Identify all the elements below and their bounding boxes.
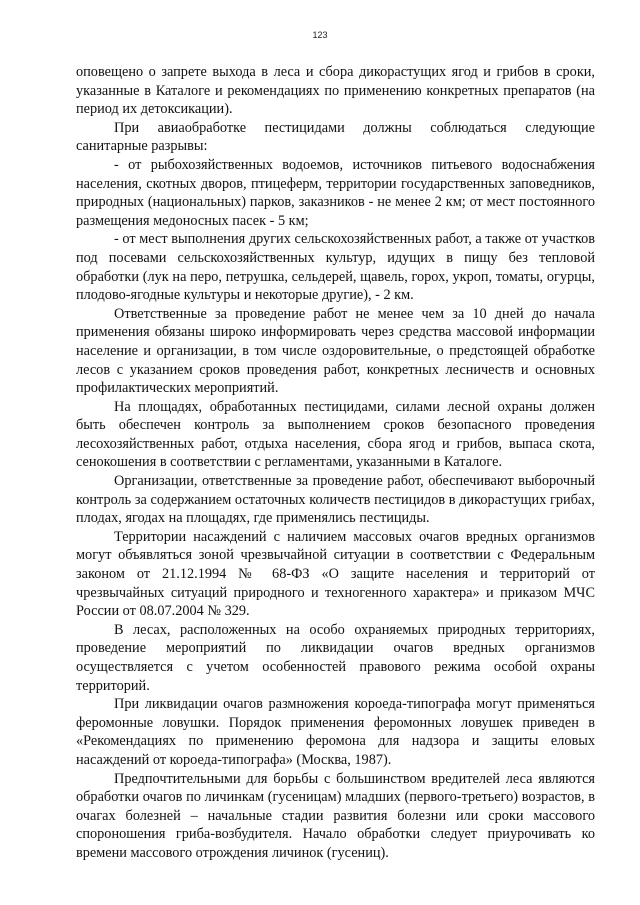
paragraph-residue-control: Организации, ответственные за проведение работ, обеспечивают выборочный контроль за содержанием остаточных количеств пестицидов в дикорастущих грибах, плодах, ягодах на площадях, где применялись пестициды.: [76, 473, 595, 527]
paragraph-pheromone-traps: При ликвидации очагов размножения короеда-типографа могут применяться феромонные ловушки. Порядок применения феромонных ловушек приведен в «Рекомендациях по применению феромона для надзора и защиты еловых насаждений от короеда-типографа» (Москва, 1987).: [76, 696, 595, 768]
paragraph-aerial-treatment-gaps: При авиаобработке пестицидами должны соблюдаться следующие санитарные разрывы:: [76, 119, 595, 155]
paragraph-continuation: оповещено о запрете выхода в леса и сбора дикорастущих ягод и грибов в сроки, указанные в Каталоге и рекомендациях по применению конкретных препаратов (на период их детоксикации).: [76, 64, 595, 118]
document-body: [76, 63, 595, 863]
paragraph-protected-territories: В лесах, расположенных на особо охраняемых природных территориях, проведение мероприятий по ликвидации очагов вредных организмов осуществляется с учетом особенностей правового режима особой охраны территорий.: [76, 621, 595, 694]
page-number: 123: [312, 30, 328, 40]
paragraph-gap-water-bodies: - от рыбохозяйственных водоемов, источников питьевого водоснабжения населения, скотных дворов, птицеферм, территории государственных заповедников, природных (национальных) парков, заказников - не менее 2 км; от мест постоянного размещения медоносных пасек - 5 км;: [76, 156, 595, 229]
paragraph-public-notification: Ответственные за проведение работ не менее чем за 10 дней до начала применения обязаны широко информировать через средства массовой информации население и организации, в том числе оздоровительные, о предстоящей обработке лесов с указанием сроков проведения работ, конкретных лесничеств и основных профилактических мероприятий.: [76, 305, 595, 397]
paragraph-forest-guard-control: На площадях, обработанных пестицидами, силами лесной охраны должен быть обеспечен контроль за выполнением сроков безопасного проведения лесохозяйственных работ, отдыха населения, сбора ягод и грибов, выпаса скота, сенокошения в соответствии с регламентами, указанными в Каталоге.: [76, 398, 595, 471]
paragraph-gap-agricultural-works: - от мест выполнения других сельскохозяйственных работ, а также от участков под посевами сельскохозяйственных культур, идущих в пищу без тепловой обработки (лук на перо, петрушка, сельдерей, щавель, горох, укроп, томаты, огурцы, плодово-ягодные культуры и некоторые другие), - 2 км.: [76, 231, 595, 304]
paragraph-emergency-zone: Территории насаждений с наличием массовых очагов вредных организмов могут объявляться зоной чрезвычайной ситуации в соответствии с Федеральным законом от 21.12.1994 № 68-ФЗ «О защите населения и территорий от чрезвычайных ситуаций природного и техногенного характера» и приказом МЧС России от 08.07.2004 № 329.: [76, 528, 595, 620]
paragraph-treatment-timing: Предпочтительными для борьбы с большинством вредителей леса являются обработки очагов по личинкам (гусеницам) младших (первого-третьего) возрастов, в очагах болезней – начальные стадии развития болезни или сроки массового спороношения гриба-возбудителя. Начало обработки следует приурочивать ко времени массового отрождения личинок (гусениц).: [76, 770, 595, 861]
